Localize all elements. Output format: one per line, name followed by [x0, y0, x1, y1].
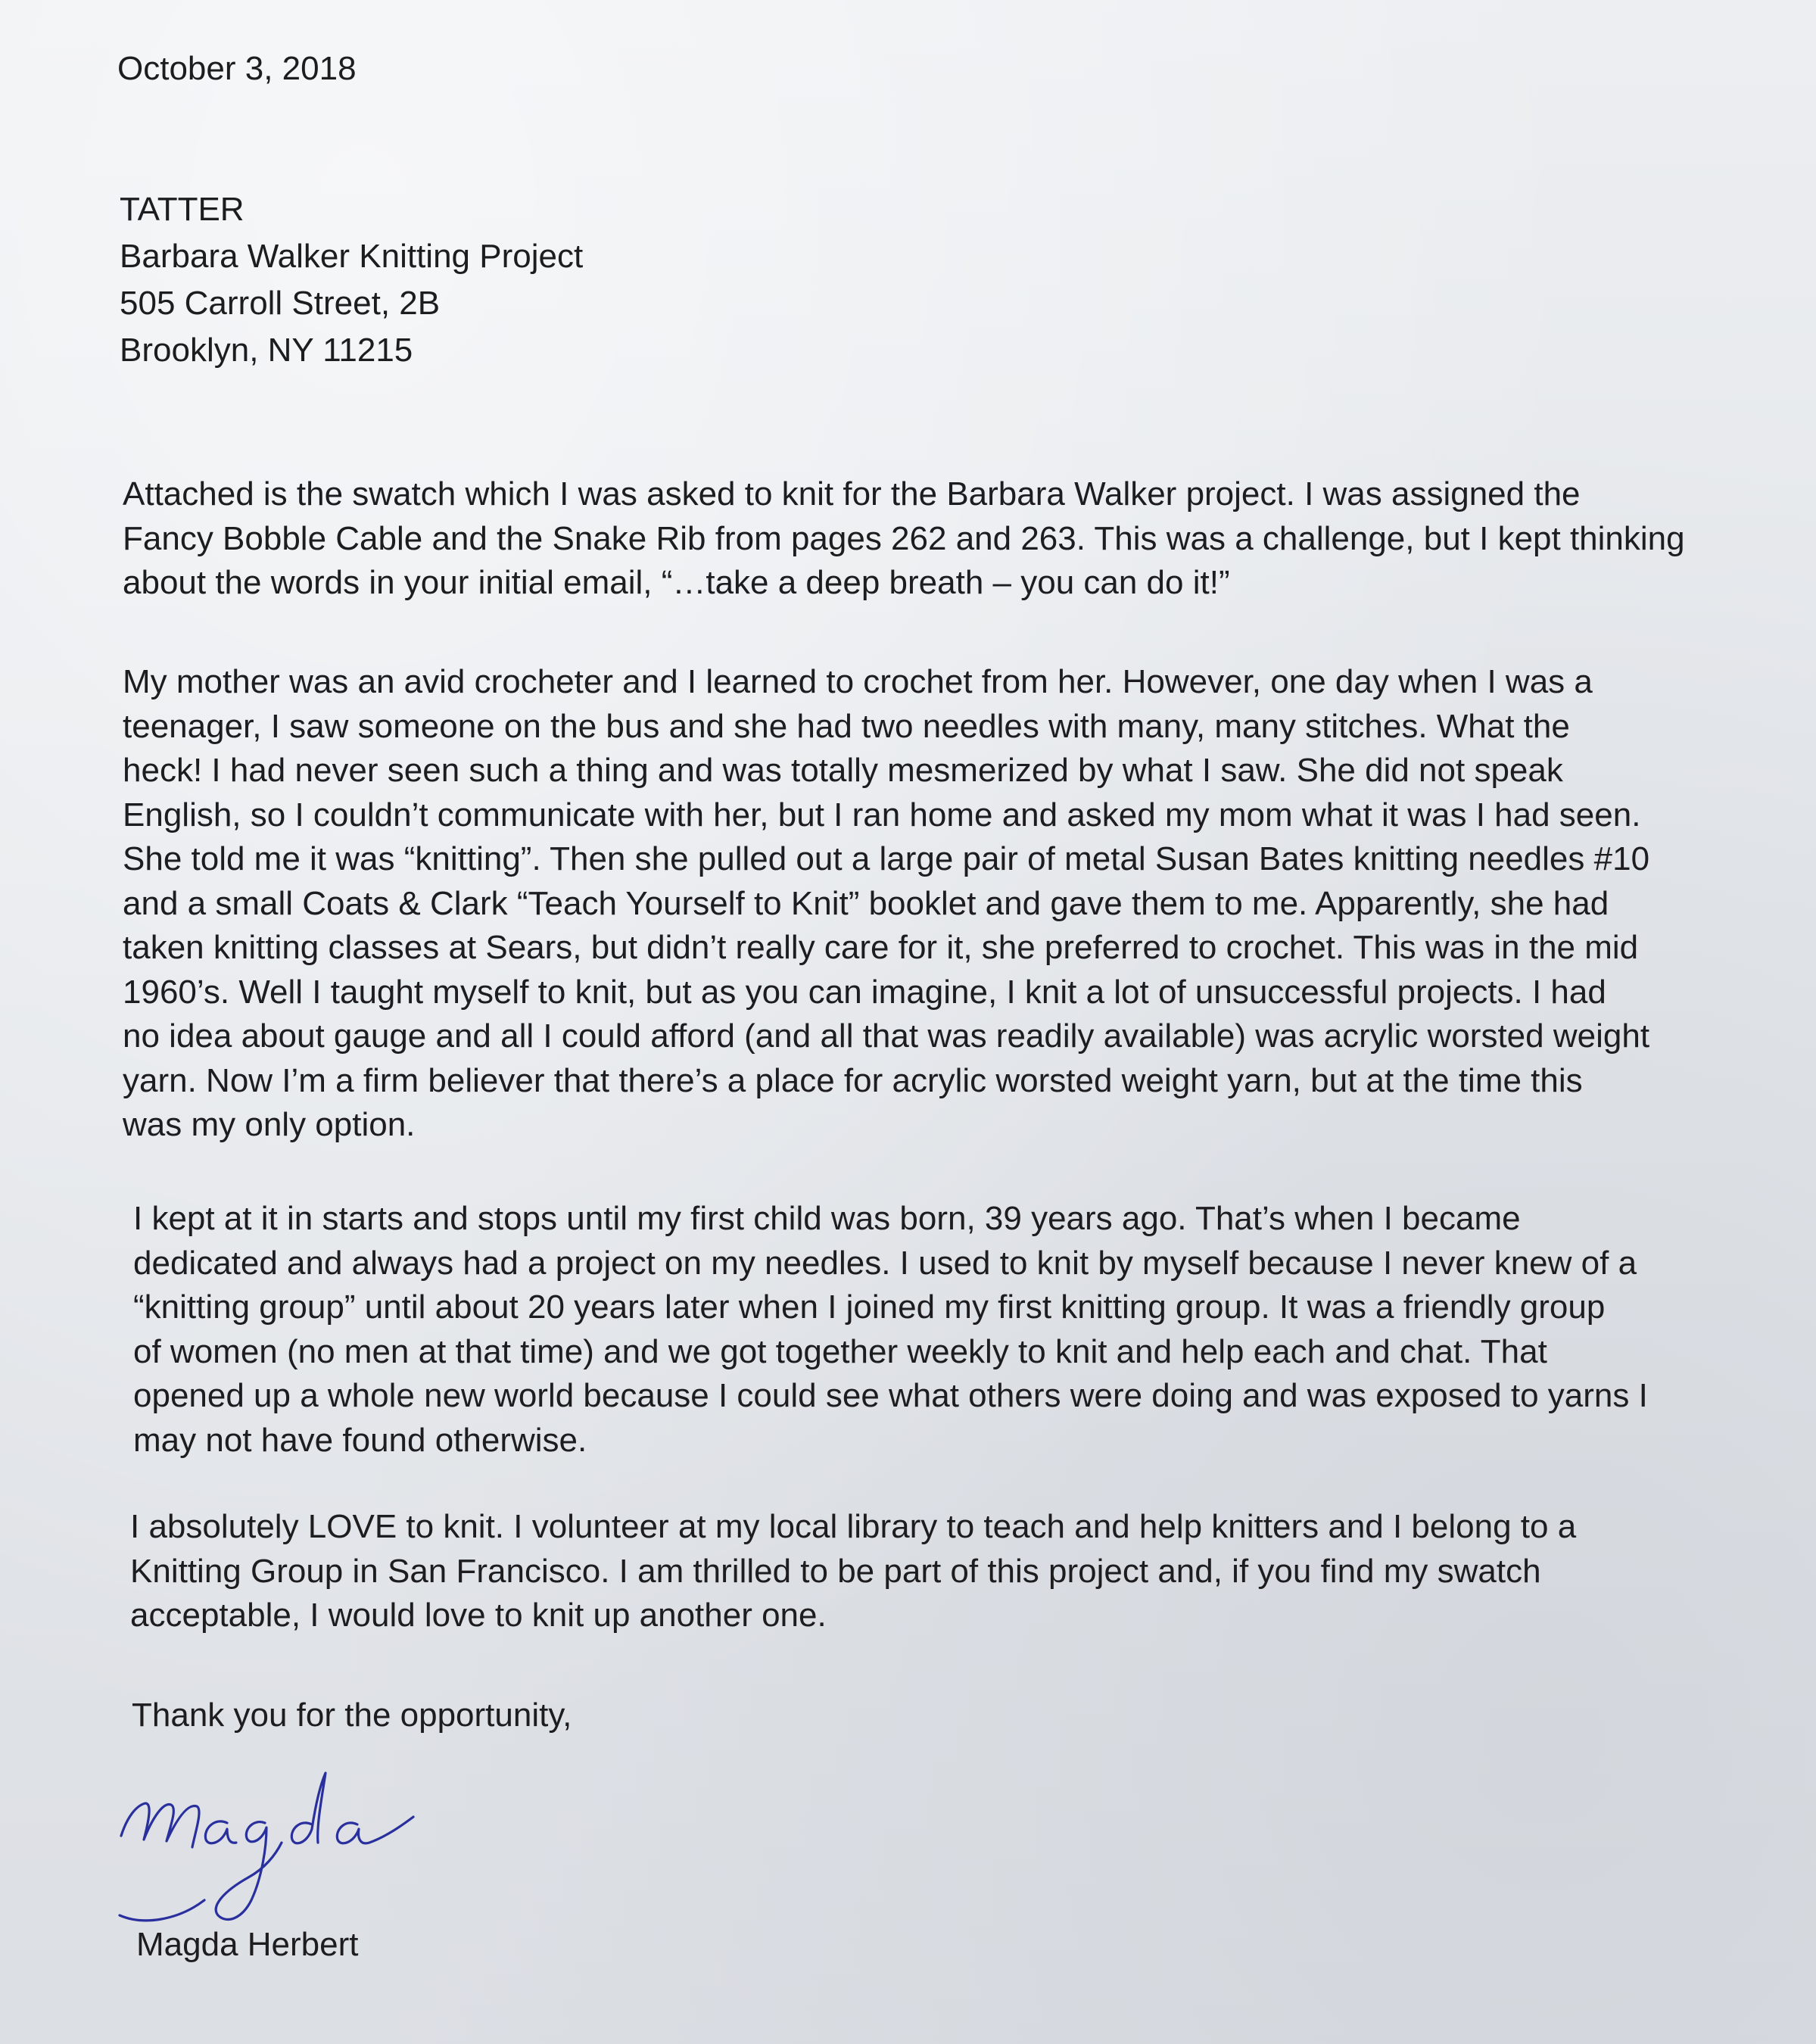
body-line: may not have found otherwise.: [133, 1421, 587, 1459]
paragraph-3: [133, 1197, 1648, 1463]
body-line: opened up a whole new world because I could see what others were doing and was exposed to yarns I: [133, 1377, 1648, 1414]
body-line: teenager, I saw someone on the bus and she had two needles with many, many stitches. What the: [123, 707, 1570, 745]
body-line: I absolutely LOVE to knit. I volunteer at my local library to teach and help knitters and I belong to a: [130, 1508, 1577, 1545]
signer-name: Magda Herbert: [136, 1926, 359, 1963]
recipient-line: TATTER: [120, 191, 245, 228]
body-line: about the words in your initial email, “…take a deep breath – you can do it!”: [123, 564, 1230, 601]
body-line: was my only option.: [123, 1106, 416, 1143]
body-line: of women (no men at that time) and we got together weekly to knit and help each and chat. That: [133, 1332, 1547, 1370]
paragraph-2: [123, 660, 1649, 1148]
closing-line: Thank you for the opportunity,: [132, 1697, 572, 1734]
paragraph-4: [130, 1505, 1576, 1638]
handwritten-signature: [114, 1764, 447, 1938]
paragraph-1: [123, 472, 1685, 606]
body-line: “knitting group” until about 20 years later when I joined my first knitting group. It was a friendly group: [133, 1288, 1606, 1326]
recipient-line: Barbara Walker Knitting Project: [120, 238, 584, 275]
body-line: dedicated and always had a project on my needles. I used to knit by myself because I never knew of a: [133, 1244, 1637, 1282]
letter-date: October 3, 2018: [117, 50, 357, 87]
body-line: yarn. Now I’m a firm believer that there’s a place for acrylic worsted weight yarn, but at the time this: [123, 1061, 1583, 1099]
body-line: no idea about gauge and all I could afford (and all that was readily available) was acrylic worsted weight: [123, 1017, 1650, 1055]
recipient-address: [120, 186, 583, 374]
body-line: She told me it was “knitting”. Then she pulled out a large pair of metal Susan Bates knitting needles #10: [123, 840, 1650, 877]
body-line: and a small Coats & Clark “Teach Yourself to Knit” booklet and gave them to me. Apparently, she had: [123, 884, 1609, 922]
body-line: acceptable, I would love to knit up another one.: [130, 1597, 827, 1634]
recipient-line: 505 Carroll Street, 2B: [120, 285, 441, 322]
body-line: taken knitting classes at Sears, but didn’t really care for it, she preferred to crochet. This was in the mid: [123, 929, 1639, 966]
body-line: Attached is the swatch which I was asked to knit for the Barbara Walker project. I was assigned the: [123, 475, 1581, 513]
recipient-line: Brooklyn, NY 11215: [120, 332, 413, 369]
body-line: Knitting Group in San Francisco. I am thrilled to be part of this project and, if you find my swatch: [130, 1552, 1541, 1590]
body-line: My mother was an avid crocheter and I learned to crochet from her. However, one day when I was a: [123, 663, 1593, 700]
body-line: Fancy Bobble Cable and the Snake Rib from pages 262 and 263. This was a challenge, but I kept thinking: [123, 519, 1685, 557]
body-line: I kept at it in starts and stops until my first child was born, 39 years ago. That’s when I became: [133, 1200, 1521, 1237]
body-line: English, so I couldn’t communicate with her, but I ran home and asked my mom what it was I had seen.: [123, 796, 1641, 833]
body-line: heck! I had never seen such a thing and was totally mesmerized by what I saw. She did not speak: [123, 752, 1563, 789]
body-line: 1960’s. Well I taught myself to knit, but as you can imagine, I knit a lot of unsuccessful projects. I had: [123, 973, 1606, 1011]
